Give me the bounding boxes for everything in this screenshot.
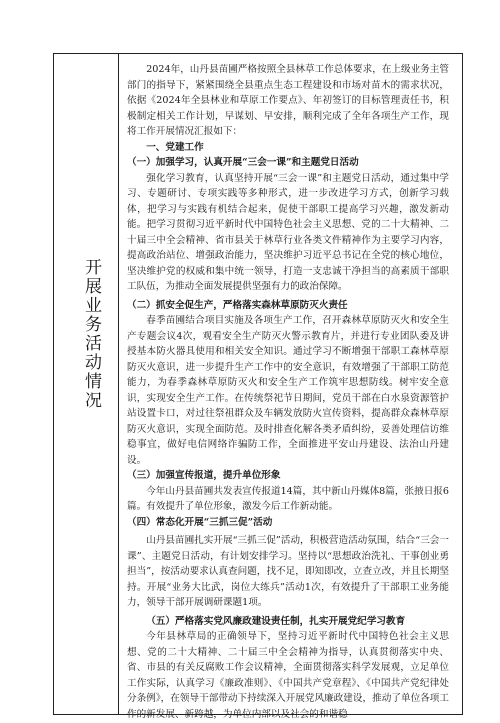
subsection-heading: （四）常态化开展“三抓三促”活动: [127, 516, 273, 528]
subsection-heading: （二）抓安全促生产，严格落实森林草原防灭火责任: [127, 299, 348, 311]
column-divider: [118, 53, 119, 715]
section-heading: 一、党建工作: [146, 141, 204, 153]
body-paragraph: 春季苗圃结合项目实施及各项生产工作，召开森林草原防灭火和安全生产专题会议4次，观看安全生产防灭火警示教育片，并进行专业团队委及讲授基本防火器具使用和相关安全知识。通过学习不断增强干部职工森林草原防灭火意识，进一步提升生产工作中的安全意识，有效增强了干部职工防范能力，为春季森林草原防灭火和安全生产工作筑牢思想防线。树牢安全意识，实现安全生产工作。在传统祭祀节日期间，党员干部在白水泉资源管护站设置卡口，对过往祭祖群众及车辆发放防火宣传资料，提高群众森林草原防灭火意识，实现全面防范。及时排查化解各类矛盾纠纷，妥善处理信访维稳事宜，做好电信网络诈骗防工作，全面推进平安山丹建设、法治山丹建设。: [127, 315, 449, 466]
body-paragraph: 强化学习教育，认真坚持开展“三会一课”和主题党日活动，通过集中学习、专题研讨、专项实践等多种形式，进一步改进学习方式，创新学习载体，把学习与实践有机结合起来，促使干部职工提高学习兴趣，激发新动能。把学习贯彻习近平新时代中国特色社会主义思想、党的二十大精神、二十届三中全会精神、省市县关于林草行业各类文件精神作为主要学习内容，提高政治站位、增强政治能力，坚决维护习近平总书记在全党的核心地位，坚决维护党的权威和集中统一领导，打造一支忠诚干净担当的高素质干部职工队伍，为推动全面发展提供坚强有力的政治保障。: [127, 172, 449, 292]
subsection-heading: （一）加强学习，认真开展“三会一课”和主题党日活动: [127, 157, 359, 168]
subsection-heading: （五）严格落实党风廉政建设责任制，扎实开展党纪学习教育: [146, 615, 406, 627]
intro-paragraph: 2024年，山丹县苗圃严格按照全县林草工作总体要求，在上级业务主管部门的指导下，紧紧围绕全县重点生态工程建设和市场对苗木的需求状况，依据《2024年全县林业和草原工作要点》、年初签订的目标管理责任书，积极制定相关工作计划，早谋划、早安排，顺利完成了全年各项生产工作，现将工作开展情况汇报如下：: [127, 64, 449, 137]
body-paragraph: 今年山丹县苗圃共发表宣传报道14篇，其中新山丹媒体8篇，张掖日报6篇。有效提升了单位形象，激发今后工作新动能。: [127, 485, 449, 512]
report-content: [127, 62, 449, 722]
subsection-heading: （三）加强宣传报道，提升单位形象: [127, 470, 281, 481]
body-paragraph: 今年县林草局的正确领导下，坚持习近平新时代中国特色社会主义思想、党的二十大精神、二十届三中全会精神为指导，认真贯彻落实中央、省、市县的有关反腐败工作会议精神，全面贯彻落实科学发展观，立足单位工作实际，认真学习《廉政准则》、《中国共产党章程》、《中国共产党纪律处分条例》，在领导干部带动下持续深入开展党风廉政建设，推动了单位各项工作的新发展、新跨越，为单位内部以及社会的和谐稳: [127, 631, 449, 720]
body-paragraph: 山丹县苗圃扎实开展“三抓三促”活动，积极营造活动氛围，结合“三会一课”、主题党日活动，有计划安排学习。坚持以“思想政治洗礼、干事创业勇担当”，按活动要求认真查问题，找不足，即知即改，立查立改，并且长期坚持。开展“业务大比武，岗位大练兵”活动1次，有效提升了干部职工业务能力，领导干部开展调研课题1项。: [127, 535, 449, 608]
side-title: 开展业务活动情况: [81, 258, 101, 410]
